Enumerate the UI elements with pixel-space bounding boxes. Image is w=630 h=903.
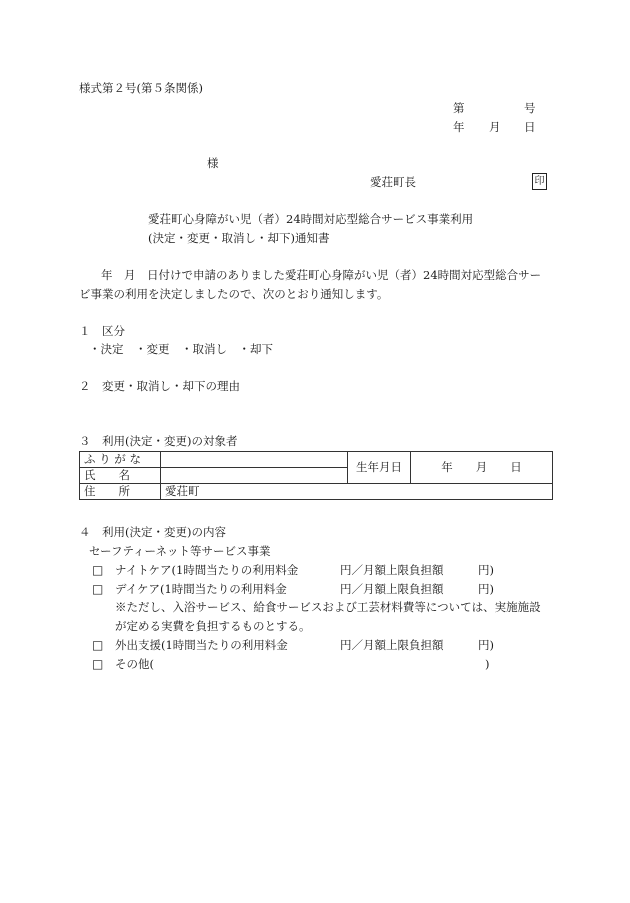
other-close: )	[485, 657, 490, 671]
addressee-suffix: 様	[207, 156, 219, 170]
address-label: 住 所	[80, 484, 161, 500]
name-value[interactable]	[161, 468, 348, 484]
outing-label: 外出支援(1時間当たりの利用料金	[115, 638, 288, 652]
nightcare-end: 円)	[478, 563, 494, 577]
section4-heading: ４ 利用(決定・変更)の内容	[79, 525, 226, 539]
date-month: 月	[489, 120, 501, 134]
daycare-mid: 円／月額上限負担額	[340, 582, 444, 596]
daycare-end: 円)	[478, 582, 494, 596]
section1-heading: １ 区分	[79, 324, 125, 338]
body-line1: 年 月 日付けで申請のありました愛荘町心身障がい児（者）24時間対応型総合サー	[101, 268, 542, 282]
body-line2: ビ事業の利用を決定しましたので、次のとおり通知します。	[79, 287, 389, 301]
service-category: セーフティーネット等サービス事業	[89, 544, 271, 558]
section1-options: ・決定 ・変更 ・取消し ・却下	[89, 342, 273, 356]
doc-number-prefix: 第	[453, 101, 465, 115]
doc-number-suffix: 号	[524, 101, 536, 115]
dob-label: 生年月日	[348, 452, 411, 484]
title-line1: 愛荘町心身障がい児（者）24時間対応型総合サービス事業利用	[148, 212, 474, 226]
checkbox-nightcare[interactable]: □	[92, 563, 104, 577]
note-line1: ※ただし、入浴サービス、給食サービスおよび工芸材料費等については、実施施設	[115, 600, 541, 614]
address-value[interactable]: 愛荘町	[161, 484, 553, 500]
nightcare-mid: 円／月額上限負担額	[340, 563, 444, 577]
note-line2: が定める実費を負担するものとする。	[115, 619, 311, 633]
checkbox-daycare[interactable]: □	[92, 582, 104, 596]
outing-mid: 円／月額上限負担額	[340, 638, 444, 652]
target-person-table	[79, 451, 553, 500]
title-line2: (決定・変更・取消し・却下)通知書	[148, 231, 330, 245]
section3-heading: ３ 利用(決定・変更)の対象者	[79, 434, 238, 448]
outing-end: 円)	[478, 638, 494, 652]
checkbox-outing[interactable]: □	[92, 638, 104, 652]
name-label: 氏 名	[80, 468, 161, 484]
section2-heading: ２ 変更・取消し・却下の理由	[79, 379, 240, 393]
dob-value[interactable]: 年 月 日	[411, 452, 553, 484]
nightcare-label: ナイトケア(1時間当たりの利用料金	[115, 563, 299, 577]
furigana-value[interactable]	[161, 452, 348, 468]
form-id: 様式第２号(第５条関係)	[79, 81, 203, 95]
date-day: 日	[524, 120, 536, 134]
checkbox-other[interactable]: □	[92, 657, 104, 671]
other-label: その他(	[115, 657, 154, 671]
date-year: 年	[453, 120, 465, 134]
seal-mark: 印	[532, 173, 547, 190]
issuer: 愛荘町長	[370, 175, 416, 189]
furigana-label: ふ り が な	[80, 452, 161, 468]
daycare-label: デイケア(1時間当たりの利用料金	[115, 582, 287, 596]
